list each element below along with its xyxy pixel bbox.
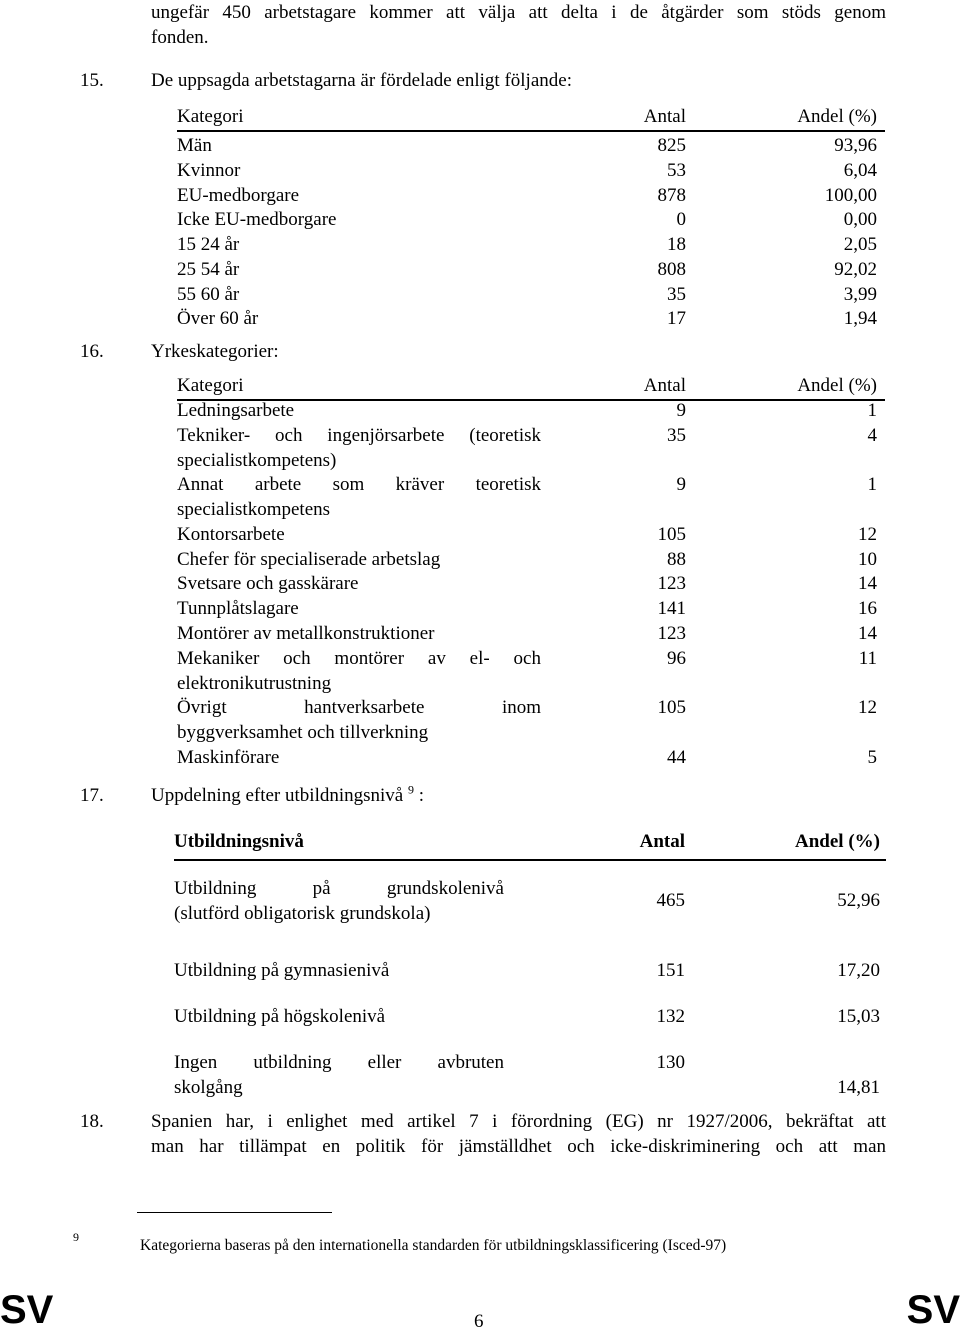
table-row	[174, 1050, 880, 1100]
table-row	[177, 257, 877, 282]
table-row	[174, 958, 880, 983]
header-antal: Antal	[643, 375, 686, 396]
cell-andel: 93,96	[834, 135, 877, 156]
table-row	[177, 621, 877, 646]
table-row	[177, 547, 877, 572]
page-number: 6	[474, 1311, 484, 1332]
section-16-number: 16.	[80, 341, 104, 362]
cell-kategori-line-2: elektronikutrustning	[177, 672, 332, 694]
cell-antal: 9	[676, 474, 686, 496]
cell-kategori: EU-medborgare	[177, 184, 300, 206]
table-row	[177, 158, 877, 183]
section-15-title: De uppsagda arbetstagarna är fördelade enligt följande:	[151, 70, 572, 91]
cell-kategori	[177, 547, 541, 572]
table-17-header	[174, 829, 880, 854]
table-row	[177, 472, 877, 522]
cell-kategori-line-1: Montörer av metallkonstruktioner	[177, 622, 435, 644]
cell-antal: 105	[657, 523, 686, 545]
intro-line-1: ungefär 450 arbetstagare kommer att välja att delta i de åtgärder som stöds genom	[151, 2, 886, 23]
cell-kategori	[177, 522, 541, 547]
cell-antal: 17	[667, 308, 686, 330]
section-17-title	[151, 783, 424, 808]
section-18-line-1: Spanien har, i enlighet med artikel 7 i förordning (EG) nr 1927/2006, bekräftat att	[151, 1111, 886, 1132]
table-16-body	[177, 398, 877, 769]
section-18-line-2: man har tillämpat en politik för jämställdhet och icke-diskriminering och att man	[151, 1136, 886, 1157]
header-kategori: Kategori	[177, 375, 244, 396]
cell-andel: 6,04	[843, 159, 877, 181]
table-row	[177, 232, 877, 257]
section-17-title-text: Uppdelning efter utbildningsnivå	[151, 785, 404, 806]
cell-kategori	[177, 423, 541, 473]
cell-andel: 16	[858, 598, 877, 619]
table-row	[177, 133, 877, 158]
cell-kategori-line-1: Maskinförare	[177, 746, 280, 768]
cell-kategori-line-1: Kontorsarbete	[177, 523, 285, 545]
cell-kategori: Män	[177, 135, 212, 156]
language-code-left: SV	[0, 1288, 54, 1332]
cell-andel: 100,00	[824, 184, 877, 206]
section-18-number: 18.	[80, 1111, 104, 1132]
table-row	[177, 207, 877, 232]
table-row	[177, 571, 877, 596]
intro-paragraph	[151, 0, 886, 50]
cell-andel: 14,81	[837, 1077, 880, 1098]
cell-kategori	[177, 398, 541, 423]
cell-andel: 3,99	[843, 283, 877, 305]
cell-andel: 52,96	[837, 890, 880, 911]
section-16-title: Yrkeskategorier:	[151, 341, 279, 362]
table-row	[174, 1004, 880, 1029]
cell-andel: 4	[867, 424, 877, 446]
section-17-title-suffix: :	[418, 785, 425, 806]
cell-kategori: 55 60 år	[177, 283, 240, 305]
cell-andel: 5	[867, 746, 877, 768]
cell-kategori	[177, 571, 541, 596]
header-andel: Andel (%)	[797, 375, 877, 396]
cell-andel: 12	[858, 697, 877, 718]
cell-andel: 14	[858, 573, 877, 595]
cell-andel: 0,00	[843, 209, 877, 231]
cell-utbildningsniva	[174, 1050, 504, 1100]
cell-kategori: 15 24 år	[177, 234, 240, 255]
cell-antal: 88	[667, 548, 686, 570]
cell-kategori-line-2: byggverksamhet och tillverkning	[177, 722, 429, 743]
cell-kategori-line-2: specialistkompetens	[177, 499, 331, 521]
cell-kategori-line-1: Övrigt hantverksarbete inom	[177, 697, 541, 718]
section-18-paragraph	[151, 1109, 886, 1159]
table-row	[177, 522, 877, 547]
cell-kategori-line-1: Svetsare och gasskärare	[177, 573, 359, 595]
header-andel: Andel (%)	[795, 831, 880, 852]
cell-antal: 878	[657, 184, 686, 206]
table-row	[177, 596, 877, 621]
cell-andel: 14	[858, 622, 877, 644]
cell-antal: 123	[657, 573, 686, 595]
cell-antal: 141	[657, 598, 686, 619]
cell-kategori	[177, 596, 541, 621]
table-row	[177, 282, 877, 307]
table-15-body	[177, 133, 877, 331]
section-17-number: 17.	[80, 785, 104, 806]
cell-line-1: Utbildning på gymnasienivå	[174, 960, 390, 981]
cell-antal: 123	[657, 622, 686, 644]
cell-line-1: Utbildning på högskolenivå	[174, 1006, 386, 1027]
cell-kategori: Icke EU-medborgare	[177, 209, 337, 231]
header-andel: Andel (%)	[797, 106, 877, 127]
cell-line-2: (slutförd obligatorisk grundskola)	[174, 903, 431, 924]
table-15-header	[177, 104, 877, 129]
cell-kategori-line-1: Tunnplåtslagare	[177, 598, 299, 619]
cell-kategori	[177, 472, 541, 522]
cell-utbildningsniva	[174, 876, 504, 926]
cell-kategori-line-1: Mekaniker och montörer av el- och	[177, 647, 541, 669]
cell-antal: 825	[657, 135, 686, 156]
cell-andel: 1,94	[843, 308, 877, 330]
table-16	[177, 373, 877, 769]
cell-line-2: skolgång	[174, 1077, 243, 1098]
table-row	[174, 876, 880, 926]
intro-line-2: fonden.	[151, 27, 209, 48]
cell-kategori: Över 60 år	[177, 308, 259, 330]
table-row	[177, 306, 877, 331]
cell-antal: 44	[667, 746, 686, 768]
cell-antal: 0	[676, 209, 686, 231]
cell-utbildningsniva	[174, 1004, 504, 1029]
cell-antal: 18	[667, 234, 686, 255]
cell-antal: 130	[656, 1052, 685, 1073]
cell-antal: 808	[657, 258, 686, 280]
cell-line-1: Ingen utbildning eller avbruten	[174, 1052, 504, 1073]
cell-antal: 132	[656, 1006, 685, 1027]
cell-antal: 465	[656, 890, 685, 911]
section-15-number: 15.	[80, 70, 104, 91]
footnote-separator	[137, 1212, 332, 1213]
header-antal: Antal	[643, 106, 686, 127]
cell-antal: 9	[676, 400, 686, 421]
table-row	[177, 183, 877, 208]
cell-andel: 17,20	[837, 960, 880, 981]
cell-utbildningsniva	[174, 958, 504, 983]
cell-kategori-line-1: Annat arbete som kräver teoretisk	[177, 474, 541, 496]
cell-kategori	[177, 695, 541, 745]
header-kategori: Kategori	[177, 106, 244, 127]
cell-andel: 1	[867, 400, 877, 421]
table-row	[177, 745, 877, 770]
table-15-header-rule	[177, 130, 885, 132]
cell-antal: 105	[657, 697, 686, 718]
cell-antal: 35	[667, 424, 686, 446]
table-row	[177, 695, 877, 745]
cell-kategori-line-1: Chefer för specialiserade arbetslag	[177, 548, 441, 570]
cell-antal: 53	[667, 159, 686, 181]
table-row	[177, 398, 877, 423]
cell-kategori	[177, 621, 541, 646]
footnote-text: Kategorierna baseras på den internationella standarden för utbildningsklassificering (Isced-97)	[140, 1237, 727, 1254]
language-code-right: SV	[906, 1288, 960, 1332]
footnote-number: 9	[73, 1230, 79, 1244]
cell-antal: 35	[667, 283, 686, 305]
cell-kategori-line-1: Ledningsarbete	[177, 400, 295, 421]
table-17-body	[174, 854, 880, 1124]
cell-kategori-line-1: Tekniker- och ingenjörsarbete (teoretisk	[177, 424, 541, 446]
table-row	[177, 423, 877, 473]
header-antal: Antal	[639, 831, 685, 852]
cell-kategori	[177, 745, 541, 770]
cell-kategori	[177, 646, 541, 696]
cell-andel: 1	[867, 474, 877, 496]
cell-andel: 92,02	[834, 258, 877, 280]
cell-andel: 10	[858, 548, 877, 570]
table-row	[177, 646, 877, 696]
cell-antal: 96	[667, 647, 686, 669]
cell-andel: 11	[858, 647, 877, 669]
cell-antal: 151	[656, 960, 685, 981]
footnote-ref: 9	[407, 782, 414, 797]
header-utbildningsniva: Utbildningsnivå	[174, 831, 304, 852]
cell-kategori: Kvinnor	[177, 159, 241, 181]
cell-andel: 12	[858, 523, 877, 545]
cell-kategori: 25 54 år	[177, 258, 240, 280]
cell-andel: 15,03	[837, 1006, 880, 1027]
table-16-header	[177, 373, 877, 398]
cell-line-1: Utbildning på grundskolenivå	[174, 878, 504, 899]
cell-andel: 2,05	[843, 234, 877, 255]
cell-kategori-line-2: specialistkompetens)	[177, 449, 337, 471]
table-17	[174, 829, 880, 1124]
table-15	[177, 104, 877, 331]
